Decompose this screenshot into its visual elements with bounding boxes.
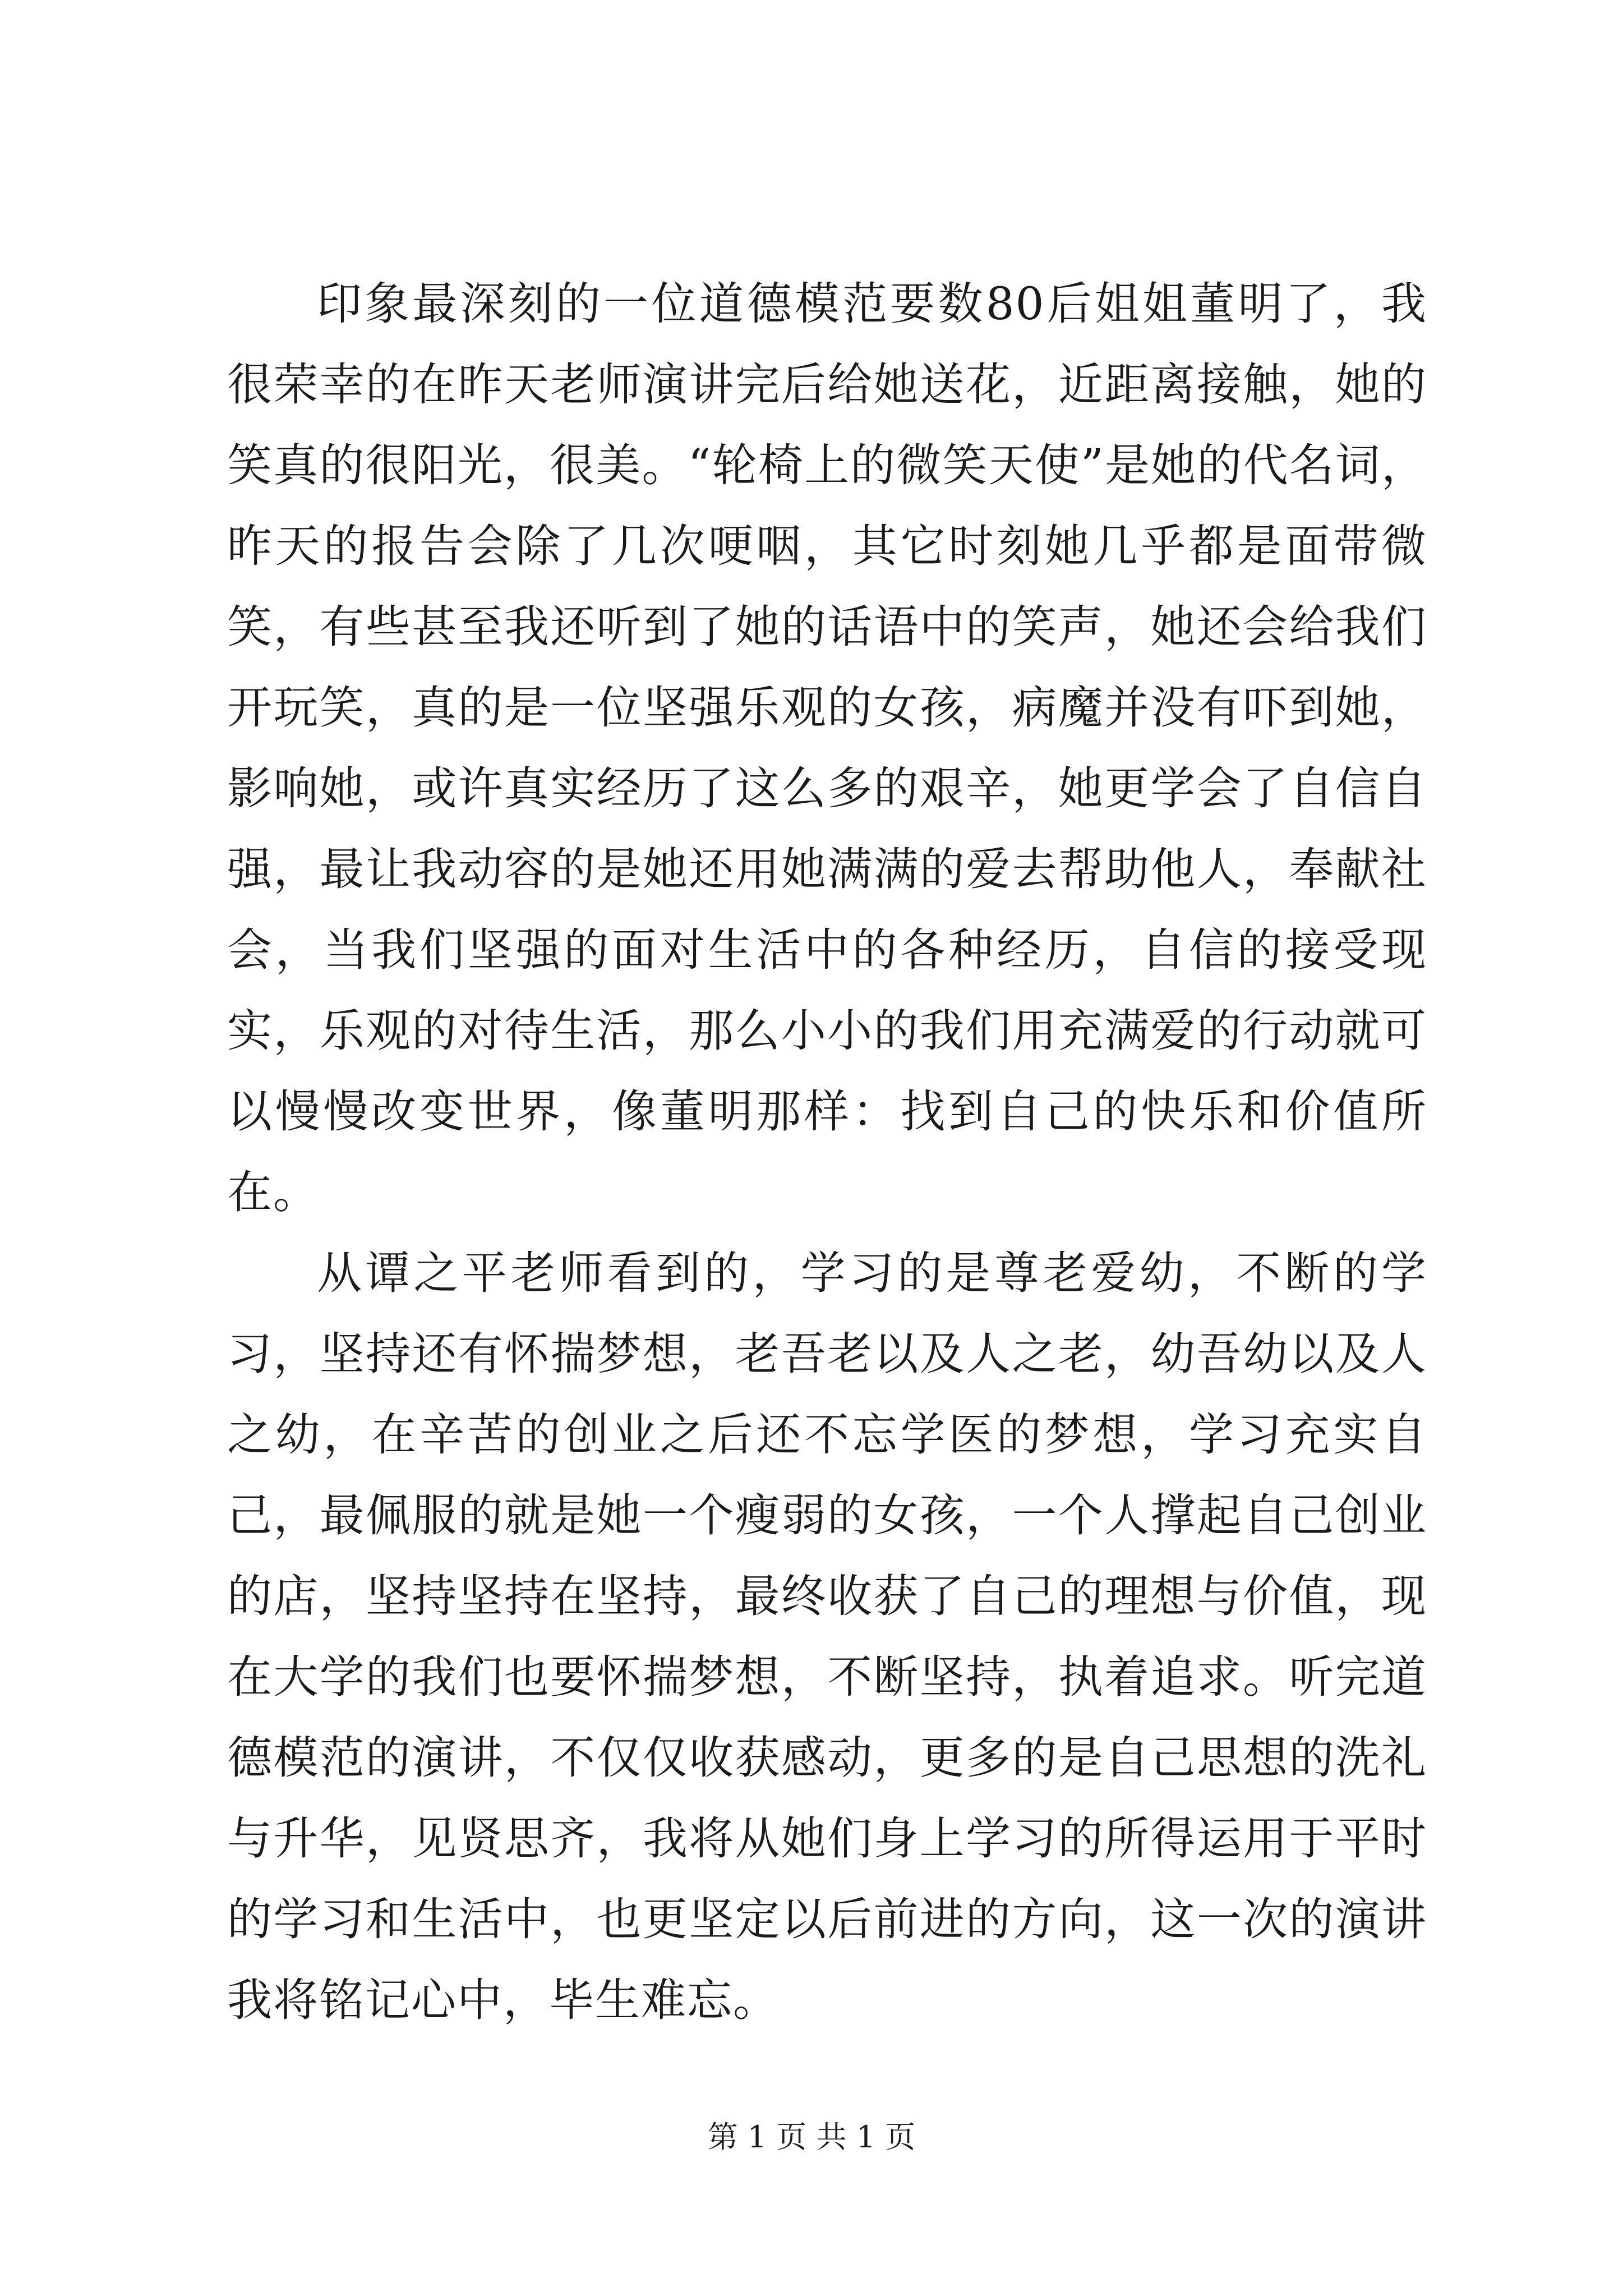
document-body <box>227 264 1427 2041</box>
paragraph-2: 从谭之平老师看到的，学习的是尊老爱幼，不断的学习，坚持还有怀揣梦想，老吾老以及人之老，幼吾幼以及人之幼，在辛苦的创业之后还不忘学医的梦想，学习充实自己，最佩服的就是她一个瘦弱的女孩，一个人撑起自己创业的店，坚持坚持在坚持，最终收获了自己的理想与价值，现在大学的我们也要怀揣梦想，不断坚持，执着追求。听完道德模范的演讲，不仅仅收获感动，更多的是自己思想的洗礼与升华，见贤思齐，我将从她们身上学习的所得运用于平时的学习和生活中，也更坚定以后前进的方向，这一次的演讲我将铭记心中，毕生难忘。 <box>227 1247 1427 2026</box>
page-footer <box>0 2118 1623 2157</box>
page-number-label: 第 1 页 共 1 页 <box>707 2119 916 2155</box>
paragraph-1: 印象最深刻的一位道德模范要数80后姐姐董明了，我很荣幸的在昨天老师演讲完后给她送花，近距离接触，她的笑真的很阳光，很美。“轮椅上的微笑天使”是她的代名词，昨天的报告会除了几次哽咽，其它时刻她几乎都是面带微笑，有些甚至我还听到了她的话语中的笑声，她还会给我们开玩笑，真的是一位坚强乐观的女孩，病魔并没有吓到她，影响她，或许真实经历了这么多的艰辛，她更学会了自信自强，最让我动容的是她还用她满满的爱去帮助他人，奉献社会，当我们坚强的面对生活中的各种经历，自信的接受现实，乐观的对待生活，那么小小的我们用充满爱的行动就可以慢慢改变世界，像董明那样：找到自己的快乐和价值所在。 <box>227 278 1427 1218</box>
